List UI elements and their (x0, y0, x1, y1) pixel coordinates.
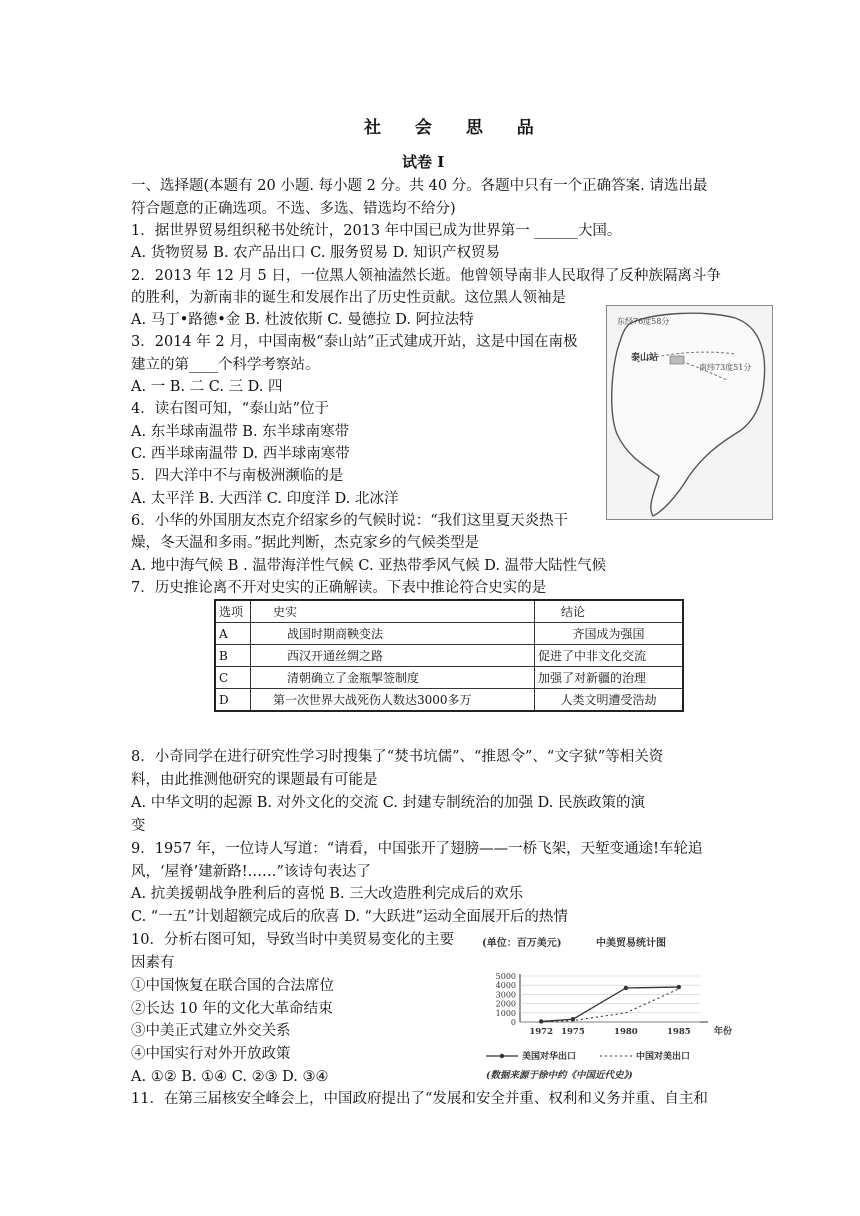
text-line: 10．分析右图可知，导致当时中美贸易变化的主要 (131, 932, 454, 948)
text-line: 变 (131, 818, 146, 834)
text-line: 6．小华的外国朋友杰克介绍家乡的气候时说：“我们这里夏天炎热干 (131, 513, 569, 529)
y-tick-label: 2000 (495, 999, 516, 1009)
x-tick-label: 1975 (561, 1027, 585, 1037)
table-cell: 战国时期商鞅变法 (251, 623, 535, 645)
table-row (215, 645, 683, 667)
text-line: 燥，冬天温和多雨。”据此判断，杰克家乡的气候类型是 (131, 535, 480, 551)
exam-part-label: 试卷 Ⅰ (402, 153, 445, 171)
antarctica-map (606, 305, 773, 520)
text-line: C. 西半球南温带 D. 西半球南寒带 (131, 446, 350, 462)
table-cell: 齐国成为强国 (535, 623, 684, 645)
chart-title: 中美贸易统计图 (596, 938, 666, 949)
longitude-label: 东经76度58分 (617, 317, 670, 326)
trade-chart-svg (478, 934, 736, 1084)
page-title: 社 会 思 品 (364, 118, 548, 138)
table-header-cell: 史实 (251, 600, 535, 623)
table-row (215, 667, 683, 689)
text-line: 3．2014 年 2 月，中国南极“泰山站”正式建成开站，这是中国在南极 (131, 334, 578, 350)
table-cell: D (215, 689, 251, 712)
text-line: 11．在第三届核安全峰会上，中国政府提出了“发展和安全并重、权利和义务并重、自主和 (131, 1091, 708, 1107)
table-header-cell: 结论 (535, 600, 684, 623)
table-cell: 加强了对新疆的治理 (535, 667, 684, 689)
table-header-cell: 选项 (215, 600, 251, 623)
text-line: A. 太平洋 B. 大西洋 C. 印度洋 D. 北冰洋 (131, 491, 399, 507)
table-cell: 人类文明遭受浩劫 (535, 689, 684, 712)
chart-unit-label: (单位：百万美元) (482, 938, 562, 949)
x-axis-label: 年份 (714, 1027, 733, 1037)
legend-marker (500, 1054, 504, 1058)
text-line: A. 马丁•路德•金 B. 杜波依斯 C. 曼德拉 D. 阿拉法特 (131, 312, 474, 328)
text-line: A. 中华文明的起源 B. 对外文化的交流 C. 封建专制统治的加强 D. 民族政策的演 (131, 795, 646, 811)
text-line: 因素有 (131, 955, 175, 971)
text-line: A. 地中海气候 B . 温带海洋性气候 C. 亚热带季风气候 D. 温带大陆性气候 (131, 558, 607, 574)
text-line: 2．2013 年 12 月 5 日，一位黑人领袖溘然长逝。他曾领导南非人民取得了反种族隔离斗争 (131, 268, 721, 284)
table-cell: 清朝确立了金瓶掣签制度 (251, 667, 535, 689)
text-line: 一、选择题(本题有 20 小题. 每小题 2 分。共 40 分。各题中只有一个正确答案. 请选出最 (131, 178, 708, 194)
text-line: ②长达 10 年的文化大革命结束 (131, 1001, 333, 1017)
table-cell: B (215, 645, 251, 667)
y-tick-label: 3000 (495, 990, 516, 1000)
text-line: A. 东半球南温带 B. 东半球南寒带 (131, 424, 350, 440)
table-row (215, 689, 683, 712)
station-marker (670, 356, 684, 364)
text-line: A. 货物贸易 B. 农产品出口 C. 服务贸易 D. 知识产权贸易 (131, 245, 501, 261)
text-line: 4．读右图可知，“泰山站”位于 (131, 401, 330, 417)
series-line (541, 987, 679, 1021)
x-tick-label: 1972 (529, 1027, 554, 1037)
text-line: 7．历史推论离不开对史实的正确解读。下表中推论符合史实的是 (131, 580, 547, 596)
table-cell: 第一次世界大战死伤人数达3000多万 (251, 689, 535, 712)
chart-source: (数据来源于徐中约《中国近代史》) (486, 1070, 633, 1081)
x-tick-label: 1980 (614, 1027, 638, 1037)
table-header-row (215, 600, 683, 623)
trade-chart (478, 934, 736, 1084)
text-line: 8．小奇同学在进行研究性学习时搜集了“焚书坑儒”、“推恩令”、“文字狱”等相关资 (131, 749, 664, 765)
text-line: 9．1957 年，一位诗人写道：“请看，中国张开了翅膀——一桥飞架，天堑变通途!车轮追 (131, 841, 703, 857)
y-tick-label: 4000 (495, 981, 516, 991)
table-cell: 西汉开通丝绸之路 (251, 645, 535, 667)
continent-outline (612, 313, 765, 516)
y-tick-label: 5000 (495, 972, 516, 981)
text-line: ③中美正式建立外交关系 (131, 1023, 291, 1039)
data-point (677, 985, 681, 989)
series-line (541, 989, 679, 1022)
legend-label: 中国对美出口 (636, 1052, 691, 1062)
text-line: A. 抗美援朝战争胜利后的喜悦 B. 三大改造胜利完成后的欢乐 (131, 886, 524, 902)
history-table (214, 599, 684, 712)
text-line: A. 一 B. 二 C. 三 D. 四 (131, 379, 283, 395)
table-cell: C (215, 667, 251, 689)
text-line: 料，由此推测他研究的课题最有可能是 (131, 772, 378, 788)
text-line: 5．四大洋中不与南极洲濒临的是 (131, 468, 344, 484)
text-line: ④中国实行对外开放政策 (131, 1046, 291, 1062)
text-line: ①中国恢复在联合国的合法席位 (131, 978, 334, 994)
latitude-label: 南纬73度51分 (699, 363, 752, 372)
text-line: A. ①② B. ①④ C. ②③ D. ③④ (131, 1069, 329, 1085)
text-line: 的胜利，为新南非的诞生和发展作出了历史性贡献。这位黑人领袖是 (131, 290, 566, 306)
legend-label: 美国对华出口 (522, 1052, 577, 1062)
text-line: 1．据世界贸易组织秘书处统计，2013 年中国已成为世界第一 ______大国。 (131, 223, 622, 239)
text-line: 符合题意的正确选项。不选、多选、错选均不给分) (131, 201, 456, 217)
station-label: 泰山站 (631, 353, 659, 363)
table-row (215, 623, 683, 645)
x-tick-label: 1985 (666, 1027, 691, 1037)
table-cell: 促进了中非文化交流 (535, 645, 684, 667)
text-line: 风，‘屋脊’建新路!……”该诗句表达了 (131, 864, 371, 880)
antarctica-map-drawing (607, 306, 772, 519)
table-cell: A (215, 623, 251, 645)
data-point (624, 986, 628, 990)
y-tick-label: 0 (510, 1018, 516, 1027)
text-line: 建立的第____个科学考察站。 (131, 357, 320, 373)
text-line: C. “一五”计划超额完成后的欣喜 D. “大跃进”运动全面展开后的热情 (131, 909, 568, 925)
y-tick-label: 1000 (495, 1008, 516, 1018)
